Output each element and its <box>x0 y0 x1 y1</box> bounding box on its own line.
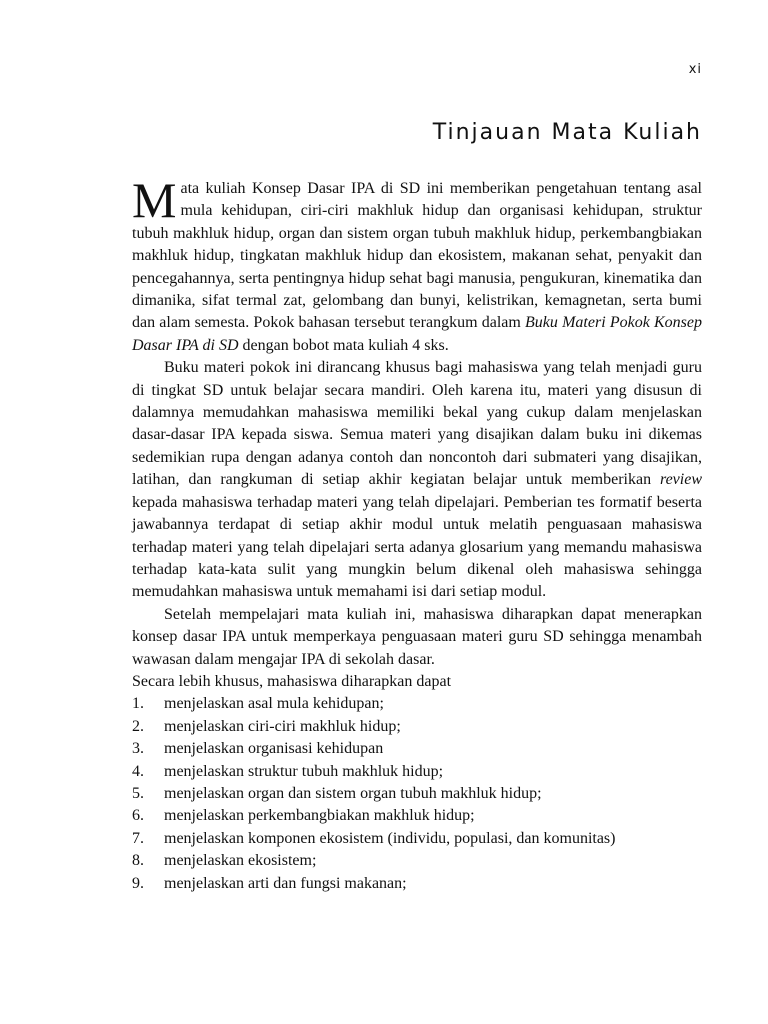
body-content <box>132 172 703 895</box>
list-intro: Secara lebih khusus, mahasiswa diharapkan dapat <box>132 672 452 690</box>
list-item <box>132 716 702 738</box>
list-text: menjelaskan arti dan fungsi makanan; <box>164 874 407 892</box>
list-number: 1. <box>132 695 144 713</box>
list-text: menjelaskan ekosistem; <box>164 852 317 870</box>
paragraph-3: Setelah mempelajari mata kuliah ini, mahasiswa diharapkan dapat menerapkan konsep dasar IPA untuk memperkaya penguasaan materi guru SD sehingga menambah wawasan dalam mengajar IPA di sekolah dasar. <box>132 605 702 668</box>
intro-text-after: dengan bobot mata kuliah 4 sks. <box>238 336 449 354</box>
list-item <box>132 693 702 715</box>
book-title: Buku Materi Pokok Konsep Dasar IPA di SD <box>132 314 703 354</box>
list-text: menjelaskan struktur tubuh makhluk hidup; <box>164 762 444 780</box>
list-text: menjelaskan organ dan sistem organ tubuh makhluk hidup; <box>164 784 542 802</box>
list-text: menjelaskan organisasi kehidupan <box>164 740 384 758</box>
list-number: 9. <box>132 874 144 892</box>
objectives-list <box>132 693 702 895</box>
intro-text: ata kuliah Konsep Dasar IPA di SD ini memberikan pengetahuan tentang asal mula kehidupan, ciri-ciri makhluk hidup dan organisasi kehidupan, struktur tubuh makhluk hidup, organ dan sistem organ tubuh makhluk hidup, perkembangbiakan makhluk hidup, tingkatan makhluk hidup dan ekosistem, makanan sehat, penyakit dan pencegahannya, serta pentingnya hidup sehat bagi manusia, pengukuran, kinematika dan dimanika, sifat termal zat, gelombang dan bunyi, kelistrikan, kemagnetan, serta bumi dan alam semesta. Pokok bahasan tersebut terangkum dalam <box>132 180 702 332</box>
page-number: xi <box>688 62 702 77</box>
list-number: 8. <box>132 852 144 870</box>
list-text: menjelaskan komponen ekosistem (individu, populasi, dan komunitas) <box>164 829 616 847</box>
list-item <box>132 761 702 783</box>
drop-cap: M <box>132 172 177 228</box>
list-number: 3. <box>132 740 144 758</box>
list-text: menjelaskan asal mula kehidupan; <box>164 695 384 713</box>
list-number: 7. <box>132 829 144 847</box>
list-number: 5. <box>132 784 144 802</box>
list-text: menjelaskan perkembangbiakan makhluk hidup; <box>164 807 475 825</box>
list-number: 4. <box>132 762 144 780</box>
list-item <box>132 850 702 872</box>
paragraph-2-text: Buku materi pokok ini dirancang khusus bagi mahasiswa yang telah menjadi guru di tingkat SD untuk belajar secara mandiri. Oleh karena itu, materi yang disusun di dalamnya memudahkan mahasiswa memiliki bekal yang cukup dalam menjelaskan dasar-dasar IPA kepada siswa. Semua materi yang disajikan dalam buku ini dikemas sedemikian rupa dengan adanya contoh dan noncontoh dari submateri yang disajikan, latihan, dan rangkuman di setiap akhir kegiatan belajar untuk memberikan <box>132 359 702 489</box>
paragraph-2 <box>132 357 702 603</box>
list-item <box>132 873 702 895</box>
paragraph-2-text-after: kepada mahasiswa terhadap materi yang telah dipelajari. Pemberian tes formatif beserta jawabannya terdapat di setiap akhir modul untuk melatih penguasaan mahasiswa terhadap materi yang telah dipelajari serta adanya glosarium yang memandu mahasiswa terhadap kata-kata sulit yang mungkin belum dikenal oleh mahasiswa sehingga memudahkan mahasiswa untuk memahami isi dari setiap modul. <box>132 493 702 601</box>
intro-paragraph <box>132 172 703 357</box>
list-number: 2. <box>132 717 144 735</box>
list-item <box>132 805 702 827</box>
review-emphasis: review <box>659 471 702 489</box>
list-item <box>132 783 702 805</box>
page-title: Tinjauan Mata Kuliah <box>432 120 702 145</box>
list-number: 6. <box>132 807 144 825</box>
list-text: menjelaskan ciri-ciri makhluk hidup; <box>164 717 401 735</box>
list-item <box>132 828 702 850</box>
list-item <box>132 738 702 760</box>
